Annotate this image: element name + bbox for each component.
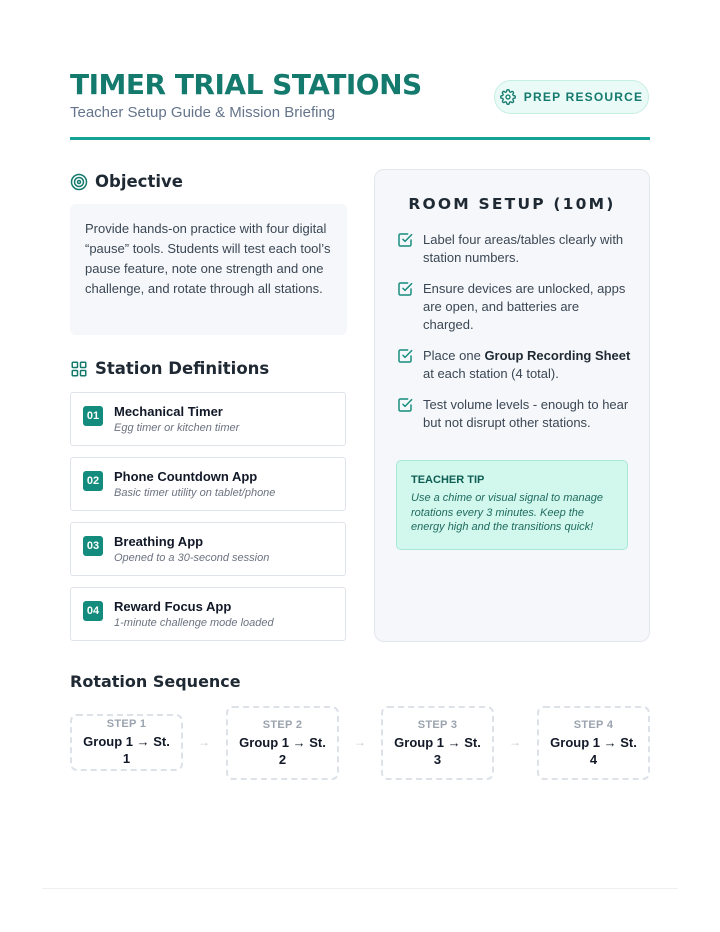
setup-checklist-item <box>397 396 632 432</box>
teacher-tip-box <box>396 460 628 550</box>
station-description: Opened to a 30-second session <box>114 552 270 564</box>
setup-checklist-item <box>397 347 632 383</box>
setup-checklist-item <box>397 231 632 267</box>
footer-divider <box>42 888 678 889</box>
objective-title: Objective <box>95 172 183 191</box>
target-icon <box>70 173 88 191</box>
step-label: STEP 1 <box>106 718 147 730</box>
station-number: 04 <box>83 601 103 621</box>
badge-label: PREP RESOURCE <box>523 90 644 104</box>
station-number: 02 <box>83 471 103 491</box>
station-name: Phone Countdown App <box>114 469 258 484</box>
rotation-title: Rotation Sequence <box>70 672 241 691</box>
station-description: Basic timer utility on tablet/phone <box>114 487 276 499</box>
gear-icon <box>500 89 516 105</box>
station-description: Egg timer or kitchen timer <box>114 422 240 434</box>
stations-heading <box>70 359 269 378</box>
page-title: TIMER TRIAL STATIONS <box>70 68 422 101</box>
setup-item-text-post: at each station (4 total). <box>423 366 559 381</box>
setup-item-text-pre: Place one <box>423 348 485 363</box>
objective-text: Provide hands-on practice with four digital “pause” tools. Students will test each tool’s pause feature, note one strength and one challenge, and rotate through all stations. <box>85 221 331 296</box>
setup-item-text: Ensure devices are unlocked, apps are open, and batteries are charged. <box>423 281 626 332</box>
station-name: Mechanical Timer <box>114 404 223 419</box>
checkbox-checked-icon <box>397 347 413 383</box>
teacher-tip-title: TEACHER TIP <box>411 474 485 486</box>
arrow-right-icon: → <box>509 735 521 749</box>
setup-checklist-item <box>397 280 632 334</box>
header-divider <box>70 137 650 140</box>
prep-resource-badge <box>494 80 649 114</box>
objective-heading <box>70 172 183 191</box>
step-value: Group 1 → St. 1 <box>83 734 170 766</box>
arrow-right-icon: → <box>354 735 366 749</box>
station-number: 03 <box>83 536 103 556</box>
step-value: Group 1 → St. 4 <box>550 734 637 767</box>
station-name: Reward Focus App <box>114 599 232 614</box>
checkbox-checked-icon <box>397 396 413 432</box>
station-number: 01 <box>83 406 103 426</box>
stations-title: Station Definitions <box>95 359 270 378</box>
objective-box <box>70 204 347 335</box>
station-card <box>70 457 346 511</box>
room-setup-title: ROOM SETUP (10M) <box>408 195 616 213</box>
step-label: STEP 3 <box>417 718 458 731</box>
step-value: Group 1 → St. 2 <box>239 734 326 767</box>
station-card <box>70 587 346 641</box>
rotation-step <box>537 706 650 780</box>
setup-item-text: Test volume levels - enough to hear but not disrupt other stations. <box>423 397 629 430</box>
group-recording-sheet-label: Group Recording Sheet <box>484 348 631 363</box>
checkbox-checked-icon <box>397 280 413 334</box>
station-card <box>70 392 346 446</box>
station-description: 1-minute challenge mode loaded <box>114 617 274 629</box>
rotation-step <box>70 714 183 771</box>
grid-icon <box>70 360 88 378</box>
setup-item-text <box>423 347 632 383</box>
step-label: STEP 2 <box>262 718 303 731</box>
checkbox-checked-icon <box>397 231 413 267</box>
page-subtitle: Teacher Setup Guide & Mission Briefing <box>70 104 336 121</box>
rotation-step <box>381 706 494 780</box>
room-setup-panel <box>374 169 650 642</box>
step-value: Group 1 → St. 3 <box>394 734 481 767</box>
teacher-tip-text: Use a chime or visual signal to manage rotations every 3 minutes. Keep the energy high and the transitions quick! <box>411 492 603 533</box>
station-name: Breathing App <box>114 534 204 549</box>
arrow-right-icon: → <box>198 735 210 749</box>
setup-item-text: Label four areas/tables clearly with station numbers. <box>423 232 624 265</box>
station-card <box>70 522 346 576</box>
step-label: STEP 4 <box>573 718 614 731</box>
rotation-step <box>226 706 339 780</box>
